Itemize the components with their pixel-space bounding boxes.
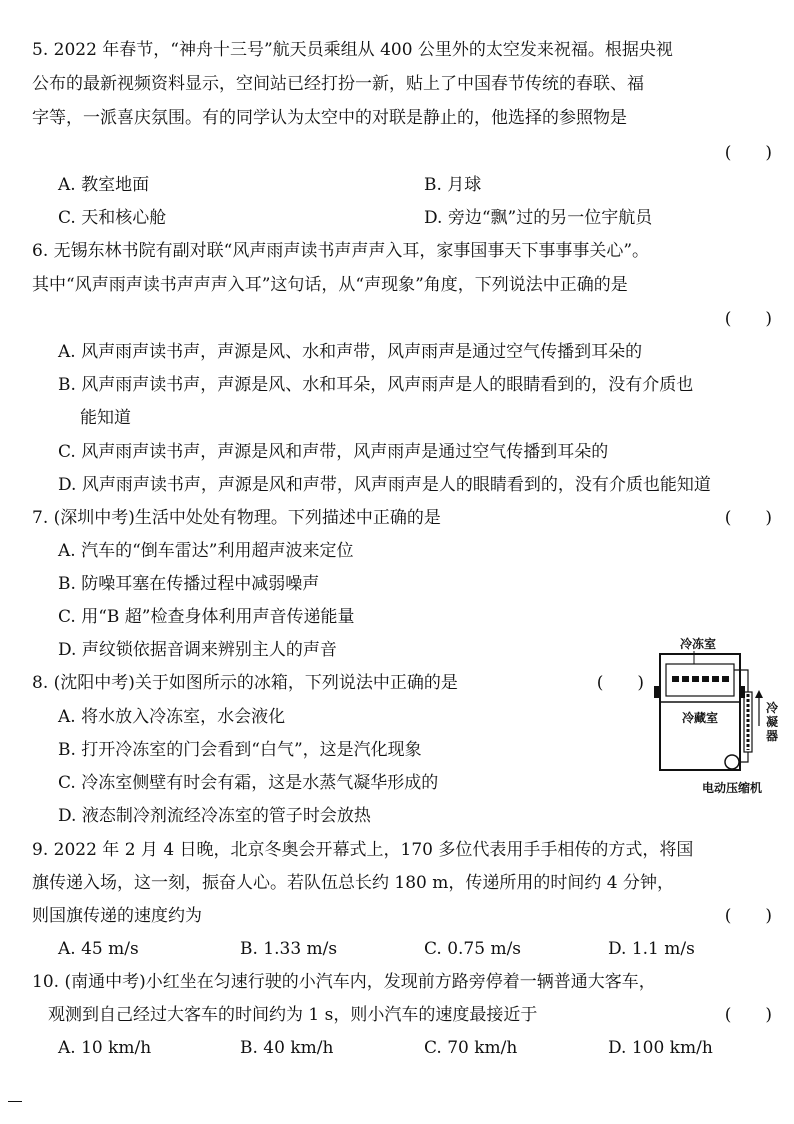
q9-stem-line2: 旗传递入场，这一刻，振奋人心。若队伍总长约 180 m，传递所用的时间约 4 分钟， <box>32 873 674 893</box>
q6-option-d: D. 风声雨声读书声，声源是风和声带，风声雨声是人的眼睛看到的，没有介质也能知道 <box>58 475 711 495</box>
q5-stem-line2: 公布的最新视频资料显示，空间站已经打扮一新，贴上了中国春节传统的春联、福 <box>32 74 644 94</box>
q10-option-a: A. 10 km/h <box>58 1038 152 1058</box>
q10-stem-line2: 观测到自己经过大客车的时间约为 1 s，则小汽车的速度最接近于 <box>48 1005 538 1025</box>
q10-stem-line1: 10. (南通中考)小红坐在匀速行驶的小汽车内，发现前方路旁停着一辆普通大客车， <box>32 972 656 992</box>
freezer-coil-pipes <box>672 676 729 682</box>
q7-option-c: C. 用“B 超”检查身体利用声音传递能量 <box>58 607 355 627</box>
q5-stem-line3: 字等，一派喜庆氛围。有的同学认为太空中的对联是静止的，他选择的参照物是 <box>32 108 627 128</box>
q6-option-a: A. 风声雨声读书声，声源是风、水和声带，风声雨声是通过空气传播到耳朵的 <box>58 342 643 362</box>
q6-option-b-cont: 能知道 <box>80 408 131 428</box>
label-condenser-1: 冷 <box>766 701 779 715</box>
label-compressor: 电动压缩机 <box>702 781 763 795</box>
q8-option-c: C. 冷冻室侧壁有时会有霜，这是水蒸气凝华形成的 <box>58 773 439 793</box>
q5-answer-blank: ( ) <box>724 143 772 163</box>
label-condenser-2: 凝 <box>766 715 779 729</box>
q10-option-d: D. 100 km/h <box>608 1038 713 1058</box>
compressor <box>725 755 739 769</box>
q10-answer-blank: ( ) <box>724 1005 772 1025</box>
q7-option-a: A. 汽车的“倒车雷达”利用超声波来定位 <box>58 541 354 561</box>
q9-option-b: B. 1.33 m/s <box>240 939 338 959</box>
q9-option-d: D. 1.1 m/s <box>608 939 695 959</box>
q6-stem-line1: 6. 无锡东林书院有副对联“风声雨声读书声声声入耳，家事国事天下事事事关心”。 <box>32 241 650 261</box>
q7-option-b: B. 防噪耳塞在传播过程中减弱噪声 <box>58 574 320 594</box>
q7-stem-line1: 7. (深圳中考)生活中处处有物理。下列描述中正确的是 <box>32 508 441 528</box>
q7-option-d: D. 声纹锁依据音调来辨别主人的声音 <box>58 640 337 660</box>
q5-option-d: D. 旁边“飘”过的另一位宇航员 <box>424 208 653 228</box>
refrigerator-diagram <box>650 634 780 800</box>
door-hinge-left <box>654 686 660 698</box>
q5-option-a: A. 教室地面 <box>58 175 150 195</box>
q9-stem-line3: 则国旗传递的速度约为 <box>32 906 202 926</box>
q9-option-a: A. 45 m/s <box>58 939 139 959</box>
label-condenser-3: 器 <box>766 729 779 743</box>
q6-answer-blank: ( ) <box>724 309 772 329</box>
q5-stem-line1: 5. 2022 年春节，“神舟十三号”航天员乘组从 400 公里外的太空发来祝福。根据央视 <box>32 40 673 60</box>
q8-option-b: B. 打开冷冻室的门会看到“白气”，这是汽化现象 <box>58 740 422 760</box>
q8-option-a: A. 将水放入冷冻室，水会液化 <box>58 707 286 727</box>
label-freezer: 冷冻室 <box>680 637 717 651</box>
label-fridge: 冷藏室 <box>682 711 719 725</box>
q6-stem-line2: 其中“风声雨声读书声声声入耳”这句话，从“声现象”角度，下列说法中正确的是 <box>32 275 628 295</box>
q10-option-b: B. 40 km/h <box>240 1038 334 1058</box>
q8-answer-blank: ( ) <box>596 673 644 693</box>
q7-answer-blank: ( ) <box>724 508 772 528</box>
footer-rule <box>8 1101 22 1102</box>
q6-option-b: B. 风声雨声读书声，声源是风、水和耳朵，风声雨声是人的眼睛看到的，没有介质也 <box>58 375 694 395</box>
q5-option-c: C. 天和核心舱 <box>58 208 167 228</box>
flow-arrow-head <box>755 690 763 698</box>
q9-option-c: C. 0.75 m/s <box>424 939 522 959</box>
q5-option-b: B. 月球 <box>424 175 482 195</box>
q8-option-d: D. 液态制冷剂流经冷冻室的管子时会放热 <box>58 806 371 826</box>
q8-stem-line1: 8. (沈阳中考)关于如图所示的冰箱，下列说法中正确的是 <box>32 673 458 693</box>
q9-stem-line1: 9. 2022 年 2 月 4 日晚，北京冬奥会开幕式上，170 多位代表用手手相传的方式，将国 <box>32 840 694 860</box>
q6-option-c: C. 风声雨声读书声，声源是风和声带，风声雨声是通过空气传播到耳朵的 <box>58 442 609 462</box>
q9-answer-blank: ( ) <box>724 906 772 926</box>
q10-option-c: C. 70 km/h <box>424 1038 518 1058</box>
